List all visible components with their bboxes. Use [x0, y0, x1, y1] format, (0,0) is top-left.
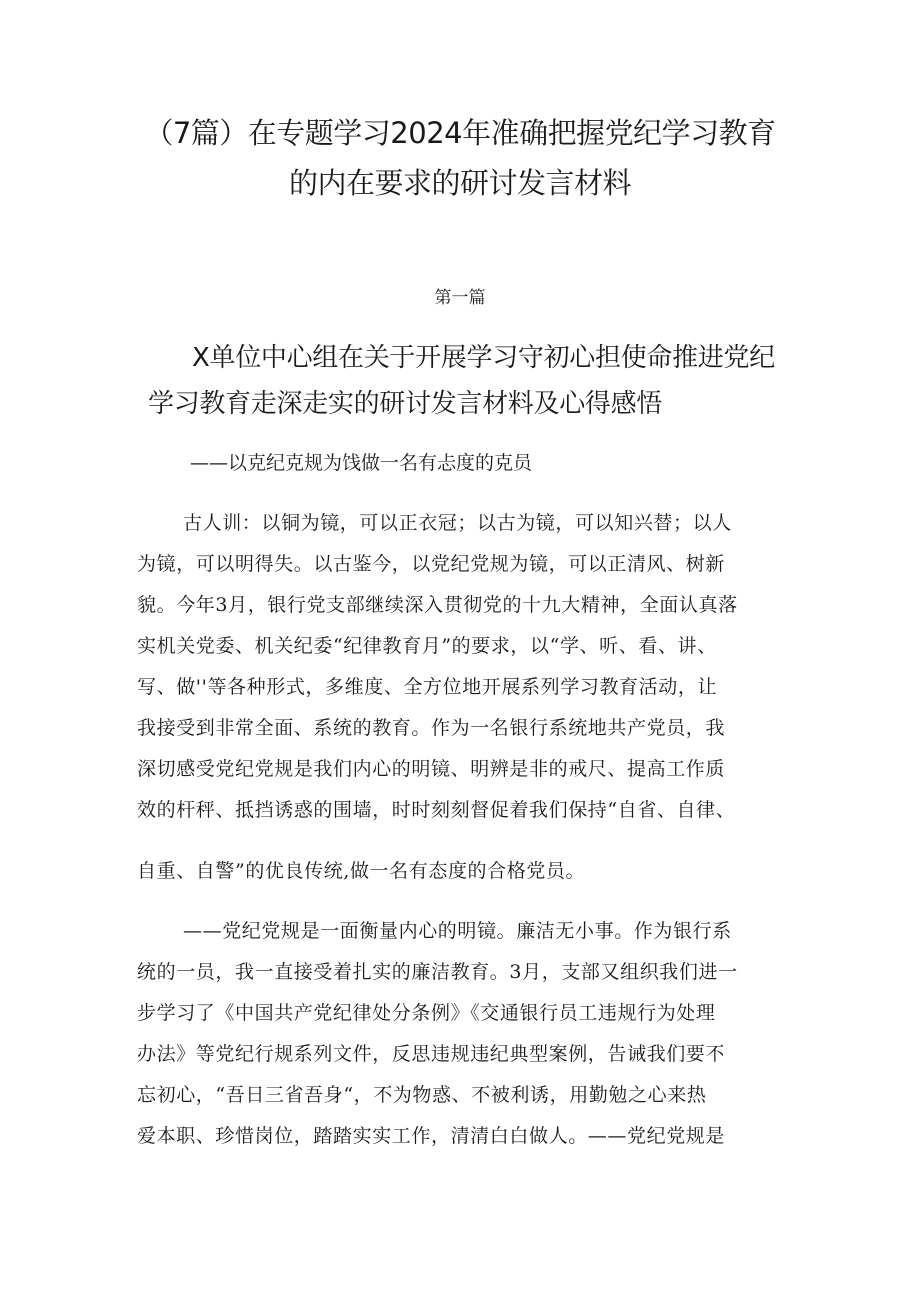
paragraph-line: 步学习了《中国共产党纪律处分条例》《交通银行员工违规行为处理: [137, 1002, 716, 1024]
paragraph-line: 自重、自警”的优良传统,做一名有态度的合格党员。: [137, 860, 586, 882]
tagline: ——以克纪克规为饯做一名有忐度的克员: [190, 452, 533, 474]
paragraph-line: 古人训：以铜为镜，可以正衣冠；以古为镜，可以知兴替；以人: [183, 512, 732, 534]
paragraph-line: 实机关党委、机关纪委“纪律教育月”的要求，以“学、听、看、讲、: [137, 635, 717, 657]
subtitle-line-1: X单位中心组在关于开展学习守初心担使命推进党纪: [192, 343, 775, 373]
paragraph-line: 爱本职、珍惜岗位，踏踏实实工作，清清白白做人。——党纪党规是: [137, 1125, 726, 1147]
paragraph-line: 为镜，可以明得失。以古鉴今，以党纪党规为镜，可以正清风、树新: [137, 553, 726, 575]
paragraph-line: ——党纪党规是一面衡量内心的明镜。廉洁无小事。作为银行系: [183, 920, 732, 942]
paragraph-line: 办法》等党纪行规系列文件，反思违规违纪典型案例，告诫我们要不: [137, 1043, 726, 1065]
paragraph-line: 我接受到非常全面、系统的教育。作为一名银行系统地共产党员，我: [137, 717, 726, 739]
paragraph-line: 深切感受党纪党规是我们内心的明镜、明辨是非的戒尺、提高工作质: [137, 758, 726, 780]
paragraph-line: 貌。今年3月，银行党支部继续深入贯彻党的十九大精神，全面认真落: [137, 594, 738, 616]
title-line-2: 的内在要求的研讨发言材料: [288, 166, 631, 200]
paragraph-line: 写、做''等各种形式，多维度、全方位地开展系列学习教育活动，让: [137, 676, 718, 698]
title-line-1: （7篇）在专题学习2024年准确把握党纪学习教育: [144, 116, 776, 150]
section-label: 第一篇: [434, 288, 486, 308]
paragraph-line: 忘初心，“吾日三省吾身“，不为物惑、不被利诱，用勤勉之心来热: [137, 1084, 707, 1106]
paragraph-line: 统的一员，我一直接受着扎实的廉洁教育。3月，支部又组织我们进一: [137, 961, 738, 983]
paragraph-line: 效的杆秤、抵挡诱惑的围墙，时时刻刻督促着我们保持“自省、自律、: [137, 799, 736, 821]
subtitle-line-2: 学习教育走深走实的研讨发言材料及心得感悟: [148, 389, 663, 419]
